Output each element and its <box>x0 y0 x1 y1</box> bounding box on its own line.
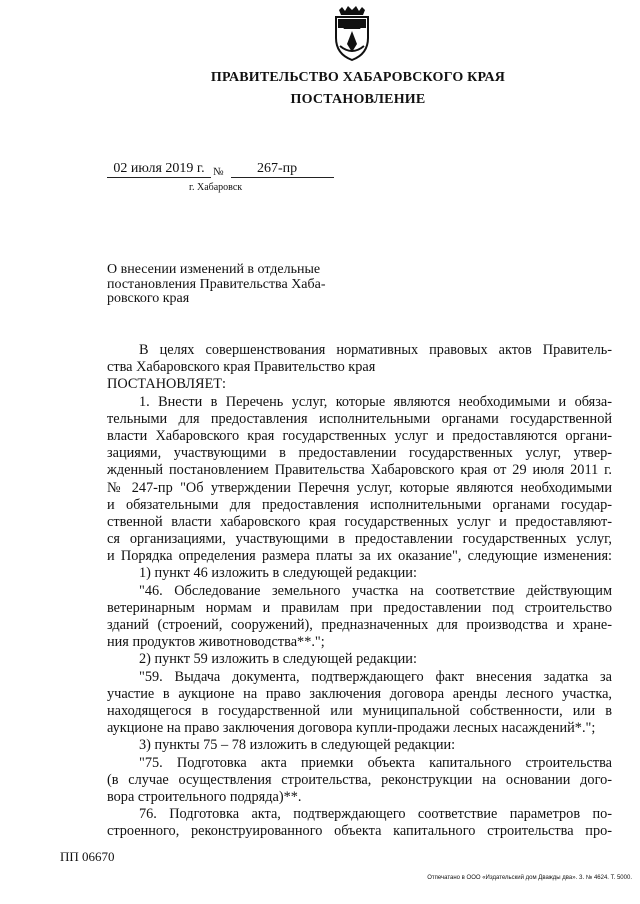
document-number: 267-пр <box>231 161 334 178</box>
body-line: строенного, реконструированного объекта капитального строительства про- <box>107 823 612 840</box>
body-line: "46. Обследование земельного участка на соответствие действующим <box>139 582 612 599</box>
body-line: 1. Внести в Перечень услуг, которые являются необходимыми и обяза- <box>139 393 612 410</box>
body-line: В целях совершенствования нормативных правовых актов Правитель- <box>139 342 612 358</box>
document-body <box>107 342 612 840</box>
number-label: № <box>213 166 224 178</box>
body-line: 2) пункт 59 изложить в следующей редакции: <box>139 651 417 668</box>
body-line: ственной власти хабаровского края государственных услуг и предоставляют- <box>107 513 612 530</box>
body-line: 76. Подготовка акта, подтверждающего соответствие параметров по- <box>139 806 612 823</box>
document-type: ПОСТАНОВЛЕНИЕ <box>290 92 426 107</box>
body-line: и Порядка определения размера платы за их оказание", следующие изменения: <box>107 548 612 565</box>
body-line: власти Хабаровского края государственных услуг и предоставляются органи- <box>107 427 612 444</box>
body-line: 3) пункты 75 – 78 изложить в следующей редакции: <box>139 737 456 754</box>
subject-line: ровского края <box>107 291 190 306</box>
body-line: и обязательными для предоставления исполнительными органами государ- <box>107 496 612 513</box>
subject-line: постановления Правительства Хаба- <box>107 276 326 292</box>
body-line: 1) пункт 46 изложить в следующей редакции: <box>139 565 417 582</box>
body-line: (в случае осуществления строительства, реконструкции на основании дого- <box>107 771 612 788</box>
body-line: аукционе на право заключения договора купли-продажи лесных насаждений*."; <box>107 720 596 737</box>
document-city: г. Хабаровск <box>189 182 243 193</box>
body-line: тельными для предоставления исполнительными органами государственной <box>107 410 612 427</box>
printer-imprint: Отпечатано в ООО «Издательский дом Дважды два». З. № 4624. Т. 5000. <box>427 875 632 881</box>
organization-name: ПРАВИТЕЛЬСТВО ХАБАРОВСКОГО КРАЯ <box>210 70 506 85</box>
body-line: ветеринарным нормам и правилам при предоставлении под строительство <box>107 599 612 616</box>
body-line: "59. Выдача документа, подтверждающего факт внесения задатка за <box>139 668 612 685</box>
body-line: "75. Подготовка акта приемки объекта капитального строительства <box>139 754 612 771</box>
body-line: ства Хабаровского края Правительство края <box>107 359 376 376</box>
coat-of-arms-emblem <box>332 6 372 62</box>
body-line: находящегося в государственной или муниципальной собственности, или в <box>107 702 612 719</box>
body-line: ся организациями, участвующими в предоставлении государственных услуг, <box>107 531 612 548</box>
body-line: зациями, участвующими в предоставлении государственных услуг, утвер- <box>107 445 612 462</box>
document-subject <box>107 263 347 307</box>
document-date: 02 июля 2019 г. <box>107 161 211 178</box>
body-line: жденный постановлением Правительства Хабаровского края от 29 июля 2011 г. <box>107 462 612 479</box>
body-line: ния продуктов животноводства**."; <box>107 634 325 651</box>
subject-line: О внесении изменений в отдельные <box>107 262 321 277</box>
body-line: ПОСТАНОВЛЯЕТ: <box>107 376 227 393</box>
body-line: зданий (строений, сооружений), предназначенных для производства и хране- <box>107 617 612 633</box>
body-line: № 247-пр "Об утверждении Перечня услуг, которые являются необходимыми <box>107 479 612 496</box>
body-line: вора строительного подряда)**. <box>107 788 302 805</box>
document-code: ПП 06670 <box>60 849 115 864</box>
body-line: участие в аукционе на право заключения договора аренды лесного участка, <box>107 685 612 702</box>
